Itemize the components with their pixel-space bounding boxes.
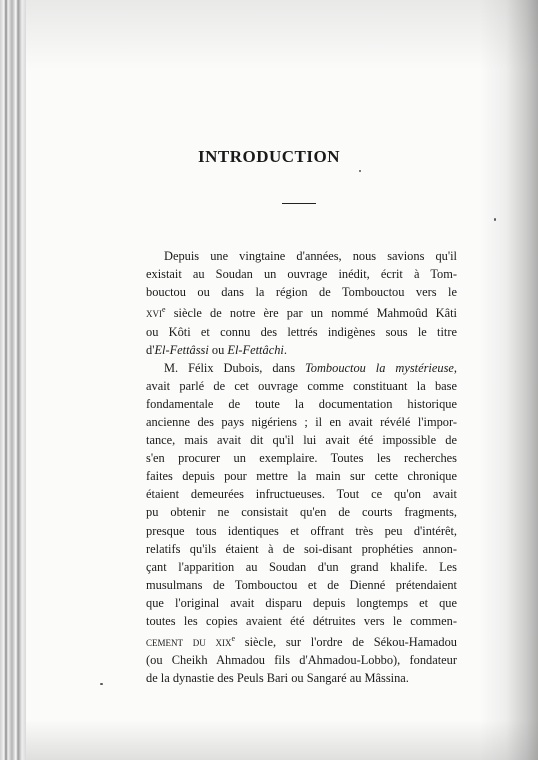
- body-text: [146, 247, 457, 688]
- book-binding-shadow: [0, 0, 26, 760]
- text-line: s'en procurer un exemplaire. Toutes les recherches: [146, 451, 457, 466]
- text-line: tance, mais avait dit qu'il lui avait été impossible de: [146, 433, 457, 448]
- text-line: étaient demeurées infructueuses. Tout ce qu'on avait: [146, 487, 457, 502]
- text-line: toutes les copies avaient été détruites vers le commen-: [146, 614, 457, 628]
- ink-speck: [359, 170, 361, 172]
- text-line: d'El-Fettâssi ou El-Fettâchi.: [146, 342, 287, 357]
- text-line: bouctou ou dans la région de Tombouctou vers le: [146, 285, 457, 300]
- text-line: (ou Cheikh Ahmadou fils d'Ahmadou-Lobbo), fondateur: [146, 653, 457, 668]
- text-line: Depuis une vingtaine d'années, nous savions qu'il: [164, 249, 457, 263]
- text-line: de la dynastie des Peuls Bari ou Sangaré au Mâssina.: [146, 671, 409, 686]
- text-line: avait parlé de cet ouvrage comme constituant la base: [146, 378, 457, 393]
- text-line: pu obtenir ne consistait qu'en de courts fragments,: [146, 505, 457, 520]
- text-line: M. Félix Dubois, dans Tombouctou la mystérieuse,: [164, 360, 457, 375]
- text-line: ou Kôti et connu des lettrés indigènes sous le titre: [146, 324, 457, 339]
- ink-speck: [100, 683, 103, 685]
- text-line: fondamentale de toute la documentation historique: [146, 396, 457, 411]
- text-line: musulmans de Tombouctou et de Dienné prétendaient: [146, 577, 457, 592]
- page-title: INTRODUCTION: [197, 147, 341, 166]
- text-line: que l'original avait disparu depuis longtemps et que: [146, 595, 457, 610]
- ink-speck: [494, 218, 496, 221]
- text-line: relatifs qu'ils étaient à de soi-disant prophéties annon-: [146, 541, 457, 556]
- right-edge-shadow: [480, 0, 538, 760]
- text-line: existait au Soudan un ouvrage inédit, écrit à Tom-: [146, 267, 457, 282]
- text-line: cement du xix$^e$ siècle, sur l'ordre de Sékou-Hamadou: [146, 634, 457, 650]
- text-line: çant l'apparition au Soudan d'un grand khalife. Les: [146, 559, 457, 574]
- text-line: faites depuis pour mettre la main sur cette chronique: [146, 469, 457, 484]
- title-divider: [282, 203, 316, 204]
- top-edge-shadow: [26, 0, 538, 70]
- text-line: ancienne des pays nigériens ; il en avait révélé l'impor-: [146, 414, 457, 429]
- text-line: presque tous identiques et offrant très peu d'intérêt,: [146, 523, 457, 538]
- bottom-edge-shadow: [26, 720, 538, 760]
- text-line: xvi$^e$ siècle de notre ère par un nommé Mahmoûd Kâti: [146, 305, 457, 321]
